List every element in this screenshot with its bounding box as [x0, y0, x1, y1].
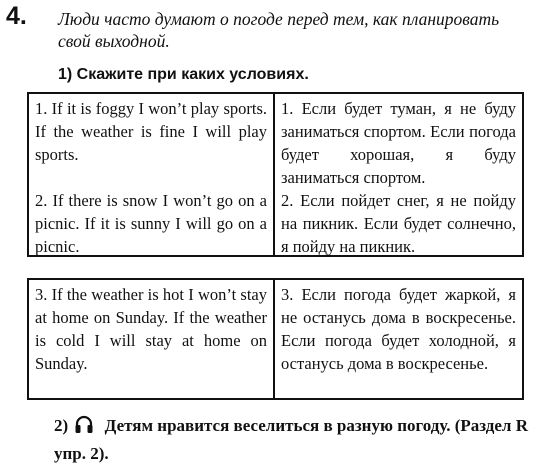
russian-sentence-3: 3. Если погода будет жаркой, я не останусь дома в воскресенье. Если погода будет холодной, я останусь дома в воскресенье.	[281, 285, 516, 373]
exercise-instruction: Люди часто думают о погоде перед тем, как планировать свой выходной.	[58, 9, 500, 51]
task-2-number: 2)	[54, 416, 69, 435]
task-2	[54, 413, 534, 466]
task-2-text: Детям нравится веселиться в разную погоду. (Раздел R упр. 2).	[54, 416, 528, 463]
conditions-table-1	[27, 92, 524, 257]
english-sentence-2: 2. If there is snow I won’t go on a picnic. If it is sunny I will go on a picnic.	[35, 191, 267, 256]
exercise-number: 4.	[6, 2, 27, 30]
english-sentence-1: 1. If it is foggy I won’t play sports. If the weather is fine I will play sports.	[35, 99, 267, 164]
conditions-table-2	[27, 278, 524, 400]
russian-column	[275, 280, 522, 398]
russian-sentence-1: 1. Если будет туман, я не буду заниматься спортом. Если погода будет хорошая, я буду заниматься спортом.	[281, 99, 516, 187]
russian-column	[275, 94, 522, 255]
headphones-icon	[74, 414, 94, 441]
russian-sentence-2: 2. Если пойдет снег, я не пойду на пикник. Если будет солнечно, я пойду на пикник.	[281, 191, 516, 256]
english-column	[29, 94, 275, 255]
english-sentence-3: 3. If the weather is hot I won’t stay at home on Sunday. If the weather is cold I will stay at home on Sunday.	[35, 285, 267, 373]
task-1-title: 1) Скажите при каких условиях.	[58, 66, 309, 83]
english-column	[29, 280, 275, 398]
